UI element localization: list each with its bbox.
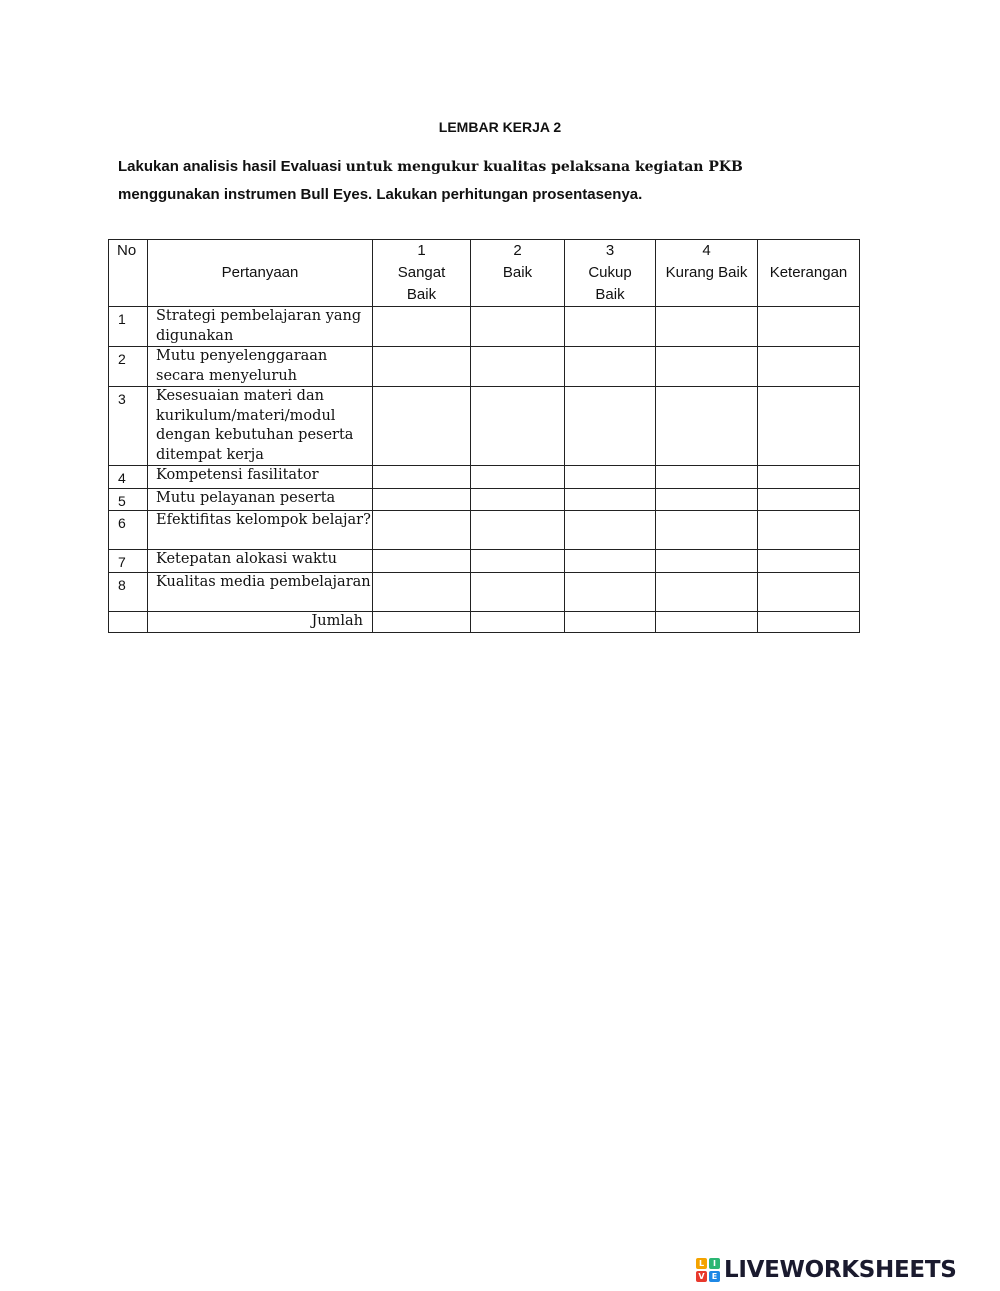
header-c1-num: 1 <box>417 242 426 259</box>
row-number: 1 <box>109 307 148 347</box>
answer-cell-4[interactable] <box>656 511 758 550</box>
total-row <box>109 612 860 633</box>
notes-cell[interactable] <box>758 387 860 466</box>
answer-cell-3[interactable] <box>565 307 656 347</box>
logo-letter-i: I <box>709 1258 720 1269</box>
answer-cell-1[interactable] <box>373 387 471 466</box>
notes-cell[interactable] <box>758 347 860 387</box>
answer-cell-2[interactable] <box>471 550 565 573</box>
logo-letter-l: L <box>696 1258 707 1269</box>
row-question: Mutu penyelenggaraan secara menyeluruh <box>148 347 373 387</box>
answer-cell-1[interactable] <box>373 466 471 489</box>
table-row <box>109 550 860 573</box>
notes-cell[interactable] <box>758 550 860 573</box>
header-c2-label: Baik <box>502 264 533 281</box>
page-title: LEMBAR KERJA 2 <box>438 119 562 135</box>
total-number-cell <box>109 612 148 633</box>
answer-cell-2[interactable] <box>471 387 565 466</box>
answer-cell-1[interactable] <box>373 347 471 387</box>
row-question: Kualitas media pembelajaran <box>148 573 373 612</box>
answer-cell-2[interactable] <box>471 511 565 550</box>
answer-cell-4[interactable] <box>656 347 758 387</box>
answer-cell-1[interactable] <box>373 511 471 550</box>
notes-cell[interactable] <box>758 489 860 511</box>
instruction-part2: untuk mengukur kualitas pelaksana kegiatan PKB <box>345 159 743 175</box>
answer-cell-1[interactable] <box>373 489 471 511</box>
table-row <box>109 489 860 511</box>
header-c1-line1: Sangat <box>397 264 446 281</box>
answer-cell-3[interactable] <box>565 511 656 550</box>
answer-cell-3[interactable] <box>565 466 656 489</box>
answer-cell-3[interactable] <box>565 347 656 387</box>
notes-cell[interactable] <box>758 307 860 347</box>
header-c4-num: 4 <box>702 242 711 259</box>
total-cell-1[interactable] <box>373 612 471 633</box>
row-number: 5 <box>109 489 148 511</box>
row-number: 3 <box>109 387 148 466</box>
header-question: Pertanyaan <box>148 240 373 307</box>
answer-cell-2[interactable] <box>471 466 565 489</box>
answer-cell-3[interactable] <box>565 387 656 466</box>
answer-cell-2[interactable] <box>471 489 565 511</box>
logo-letter-e: E <box>709 1271 720 1282</box>
row-number: 7 <box>109 550 148 573</box>
instruction-part1: Lakukan analisis hasil Evaluasi <box>118 158 346 175</box>
answer-cell-1[interactable] <box>373 573 471 612</box>
header-c4-label: Kurang Baik <box>665 264 748 281</box>
table-row <box>109 466 860 489</box>
header-no: No <box>109 240 148 307</box>
liveworksheets-logo-icon <box>696 1258 720 1282</box>
answer-cell-3[interactable] <box>565 550 656 573</box>
header-c3-line2: Baik <box>595 286 625 303</box>
row-number: 8 <box>109 573 148 612</box>
answer-cell-2[interactable] <box>471 573 565 612</box>
answer-cell-4[interactable] <box>656 466 758 489</box>
answer-cell-1[interactable] <box>373 550 471 573</box>
table-row <box>109 573 860 612</box>
answer-cell-4[interactable] <box>656 307 758 347</box>
table-row <box>109 387 860 466</box>
table-row <box>109 347 860 387</box>
total-cell-2[interactable] <box>471 612 565 633</box>
header-row <box>109 240 860 307</box>
evaluation-table <box>108 239 860 633</box>
header-kurang-baik <box>656 240 758 307</box>
row-question: Mutu pelayanan peserta <box>148 489 373 511</box>
table-row <box>109 511 860 550</box>
row-number: 2 <box>109 347 148 387</box>
total-label: Jumlah <box>148 612 373 633</box>
header-c3-line1: Cukup <box>588 264 632 281</box>
header-c2-num: 2 <box>513 242 522 259</box>
logo-letter-v: V <box>696 1271 707 1282</box>
header-c1-line2: Baik <box>406 286 437 303</box>
answer-cell-4[interactable] <box>656 489 758 511</box>
answer-cell-4[interactable] <box>656 550 758 573</box>
header-sangat-baik <box>373 240 471 307</box>
liveworksheets-logo <box>696 1256 956 1284</box>
answer-cell-4[interactable] <box>656 573 758 612</box>
answer-cell-1[interactable] <box>373 307 471 347</box>
notes-cell[interactable] <box>758 511 860 550</box>
row-question: Kesesuaian materi dan kurikulum/materi/modul dengan kebutuhan peserta ditempat kerja <box>148 387 373 466</box>
answer-cell-2[interactable] <box>471 347 565 387</box>
notes-cell[interactable] <box>758 466 860 489</box>
row-question: Strategi pembelajaran yang digunakan <box>148 307 373 347</box>
header-c3-num: 3 <box>605 242 615 259</box>
table-row <box>109 307 860 347</box>
header-baik <box>471 240 565 307</box>
row-number: 4 <box>109 466 148 489</box>
brand-name: LIVEWORKSHEETS <box>724 1257 957 1283</box>
instruction-part3: menggunakan instrumen Bull Eyes. Lakukan perhitungan prosentasenya. <box>118 186 643 203</box>
instruction-text <box>118 153 858 208</box>
total-notes-cell[interactable] <box>758 612 860 633</box>
answer-cell-2[interactable] <box>471 307 565 347</box>
total-cell-3[interactable] <box>565 612 656 633</box>
row-number: 6 <box>109 511 148 550</box>
row-question: Ketepatan alokasi waktu <box>148 550 373 573</box>
header-keterangan: Keterangan <box>758 240 860 307</box>
answer-cell-4[interactable] <box>656 387 758 466</box>
notes-cell[interactable] <box>758 573 860 612</box>
answer-cell-3[interactable] <box>565 489 656 511</box>
answer-cell-3[interactable] <box>565 573 656 612</box>
row-question: Efektifitas kelompok belajar? <box>148 511 373 550</box>
row-question: Kompetensi fasilitator <box>148 466 373 489</box>
total-cell-4[interactable] <box>656 612 758 633</box>
header-cukup-baik <box>565 240 656 307</box>
